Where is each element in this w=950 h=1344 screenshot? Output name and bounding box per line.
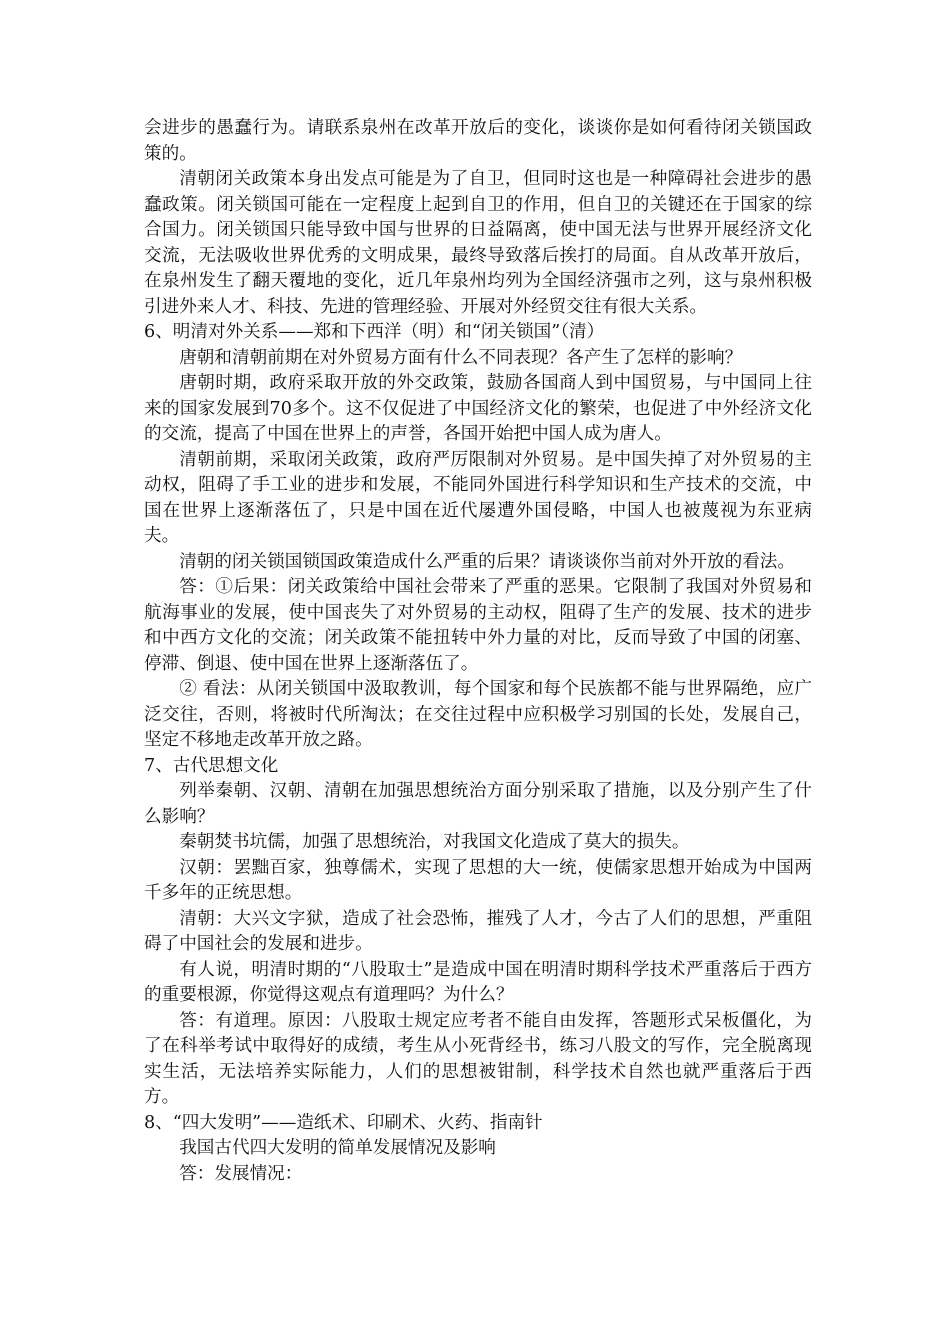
paragraph-tang-answer: 唐朝时期，政府采取开放的外交政策，鼓励各国商人到中国贸易，与中国同上往来的国家发展到70多个。这不仅促进了中国经济文化的繁荣，也促进了中外经济文化的交流，提高了中国在世界上的声誉，各国开始把中国人成为唐人。 [144,373,812,444]
section-heading-8: 8、“四大发明”——造纸术、印刷术、火药、指南针 [144,1112,543,1133]
section-heading-6: 6、明清对外关系——郑和下西洋（明）和“闭关锁国”（清） [144,322,605,342]
paragraph-consequence-answer: 答：①后果：闭关政策给中国社会带来了严重的恶果。它限制了我国对外贸易和航海事业的发展，使中国丧失了对外贸易的主动权，阻碍了生产的发展、技术的进步和中西方文化的交流；闭关政策不能扭转中外力量的对比，反而导致了中国的闭塞、停滞、倒退、使中国在世界上逐渐落伍了。 [144,577,812,674]
paragraph-qing-wenziyu-answer: 清朝：大兴文字狱，造成了社会恐怖，摧残了人才，今古了人们的思想，严重阻碍了中国社会的发展和进步。 [144,908,812,954]
paragraph-bagu-answer: 答：有道理。原因：八股取士规定应考者不能自由发挥，答题形式呆板僵化，为了在科举考试中取得好的成绩，考生从小死背经书，练习八股文的写作，完全脱离现实生活，无法培养实际能力，人们的思想被钳制，科学技术自然也就严重落后于西方。 [144,1010,812,1107]
paragraph-thought-control-question: 列举秦朝、汉朝、清朝在加强思想统治方面分别采取了措施，以及分别产生了什么影响？ [144,781,812,827]
paragraph-four-inventions-answer-start: 答：发展情况： [179,1163,303,1184]
paragraph-four-inventions-question: 我国古代四大发明的简单发展情况及影响 [179,1138,496,1158]
section-heading-7: 7、古代思想文化 [144,755,279,776]
paragraph-bagu-question: 有人说，明清时期的“八股取士”是造成中国在明清时期科学技术严重落后于西方的重要根源，你觉得这观点有道理吗？为什么？ [144,959,812,1005]
paragraph-tang-qing-question: 唐朝和清朝前期在对外贸易方面有什么不同表现？各产生了怎样的影响？ [179,347,743,368]
paragraph-quanzhou-question-end: 会进步的愚蠢行为。请联系泉州在改革开放后的变化，谈谈你是如何看待闭关锁国政策的。 [144,118,812,164]
paragraph-han-answer: 汉朝：罢黜百家，独尊儒术，实现了思想的大一统，使儒家思想开始成为中国两千多年的正统思想。 [144,857,812,903]
paragraph-qing-policy-answer: 清朝闭关政策本身出发点可能是为了自卫，但同时这也是一种障碍社会进步的愚蠢政策。闭关锁国可能在一定程度上起到自卫的作用，但自卫的关键还在于国家的综合国力。闭关锁国只能导致中国与世界的日益隔离，使中国无法与世界开展经济文化交流，无法吸收世界优秀的文明成果，最终导致落后挨打的局面。自从改革开放后，在泉州发生了翻天覆地的变化，近几年泉州均列为全国经济强市之列，这与泉州积极引进外来人才、科技、先进的管理经验、开展对外经贸交往有很大关系。 [144,169,812,317]
document-page [144,116,812,1187]
paragraph-qing-answer: 清朝前期，采取闭关政策，政府严厉限制对外贸易。是中国失掉了对外贸易的主动权，阻碍了手工业的进步和发展，不能同外国进行科学知识和生产技术的交流，中国在世界上逐渐落伍了，只是中国在近代屡遭外国侵略，中国人也被蔑视为东亚病夫。 [144,449,812,546]
paragraph-consequence-question: 清朝的闭关锁国锁国政策造成什么严重的后果？请谈谈你当前对外开放的看法。 [179,551,795,572]
paragraph-qin-answer: 秦朝焚书坑儒，加强了思想统治，对我国文化造成了莫大的损失。 [179,832,690,852]
paragraph-opinion-answer: ② 看法：从闭关锁国中汲取教训，每个国家和每个民族都不能与世界隔绝，应广泛交往，否则，将被时代所淘汰；在交往过程中应积极学习别国的长处，发展自己，坚定不移地走改革开放之路。 [144,679,812,750]
